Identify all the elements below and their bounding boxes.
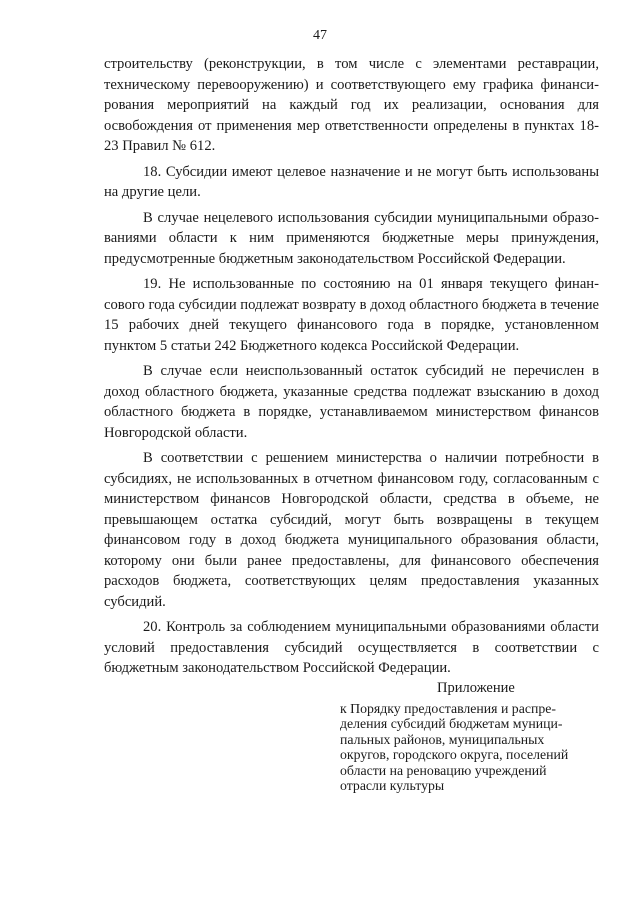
paragraph-misuse: В случае нецелевого использования субсидии муниципальными образованиями области к ним применяются бюджетные меры принуждения, предусмотренные бюджетным законодательством Российской Федерации. <box>104 209 599 267</box>
page-number: 47 <box>313 28 327 43</box>
paragraph-ministry-decision: В соответствии с решением министерства о наличии потребности в субсидиях, не использованных в отчетном финансовом году, согласованным с министерством финансов Новгородской области, средства в объеме, не превышающем остатка субсидий, могут быть возвращены в текущем финансовом году в доход бюджета муниципального образования области, которому они были ранее предоставлены, для финансового обеспечения расходов бюджета, соответствующих целям предоставления указанных субсидий. <box>104 450 599 610</box>
paragraph-unspent-balance: В случае если неиспользованный остаток субсидий не перечислен в доход областного бюджета, указанные средства подлежат взысканию в доход областного бюджета в порядке, устанавливаемом министерством финансов Новгородской области. <box>104 363 599 441</box>
appendix-caption: к Порядку предоставления и распре- деления субсидий бюджетам муници- пальных районов, муниципальных округов, городского округа, поселений области на реновацию учреждений отрасли культуры <box>340 701 569 794</box>
paragraph-item-18: 18. Субсидии имеют целевое назначение и не могут быть использованы на другие цели. <box>104 163 599 200</box>
appendix-title: Приложение <box>437 680 515 696</box>
document-body <box>104 54 599 679</box>
paragraph-item-19: 19. Не использованные по состоянию на 01 января текущего финансового года субсидии подлежат возврату в доход областного бюджета в течение 15 рабочих дней текущего финансового года в порядке, установленном пунктом 5 статьи 242 Бюджетного кодекса Российской Федерации. <box>104 276 599 354</box>
paragraph-continuation: строительству (реконструкции, в том числе с элементами реставрации, техническому перевооружению) и соответствующего ему графика финансирования мероприятий на каждый год их реализации, основания для освобождения от применения мер ответственности определены в пунктах 18-23 Правил № 612. <box>104 56 599 154</box>
paragraph-item-20: 20. Контроль за соблюдением муниципальными образованиями области условий предоставления субсидий осуществляется в соответствии с бюджетным законодательством Российской Федерации. <box>104 619 599 676</box>
